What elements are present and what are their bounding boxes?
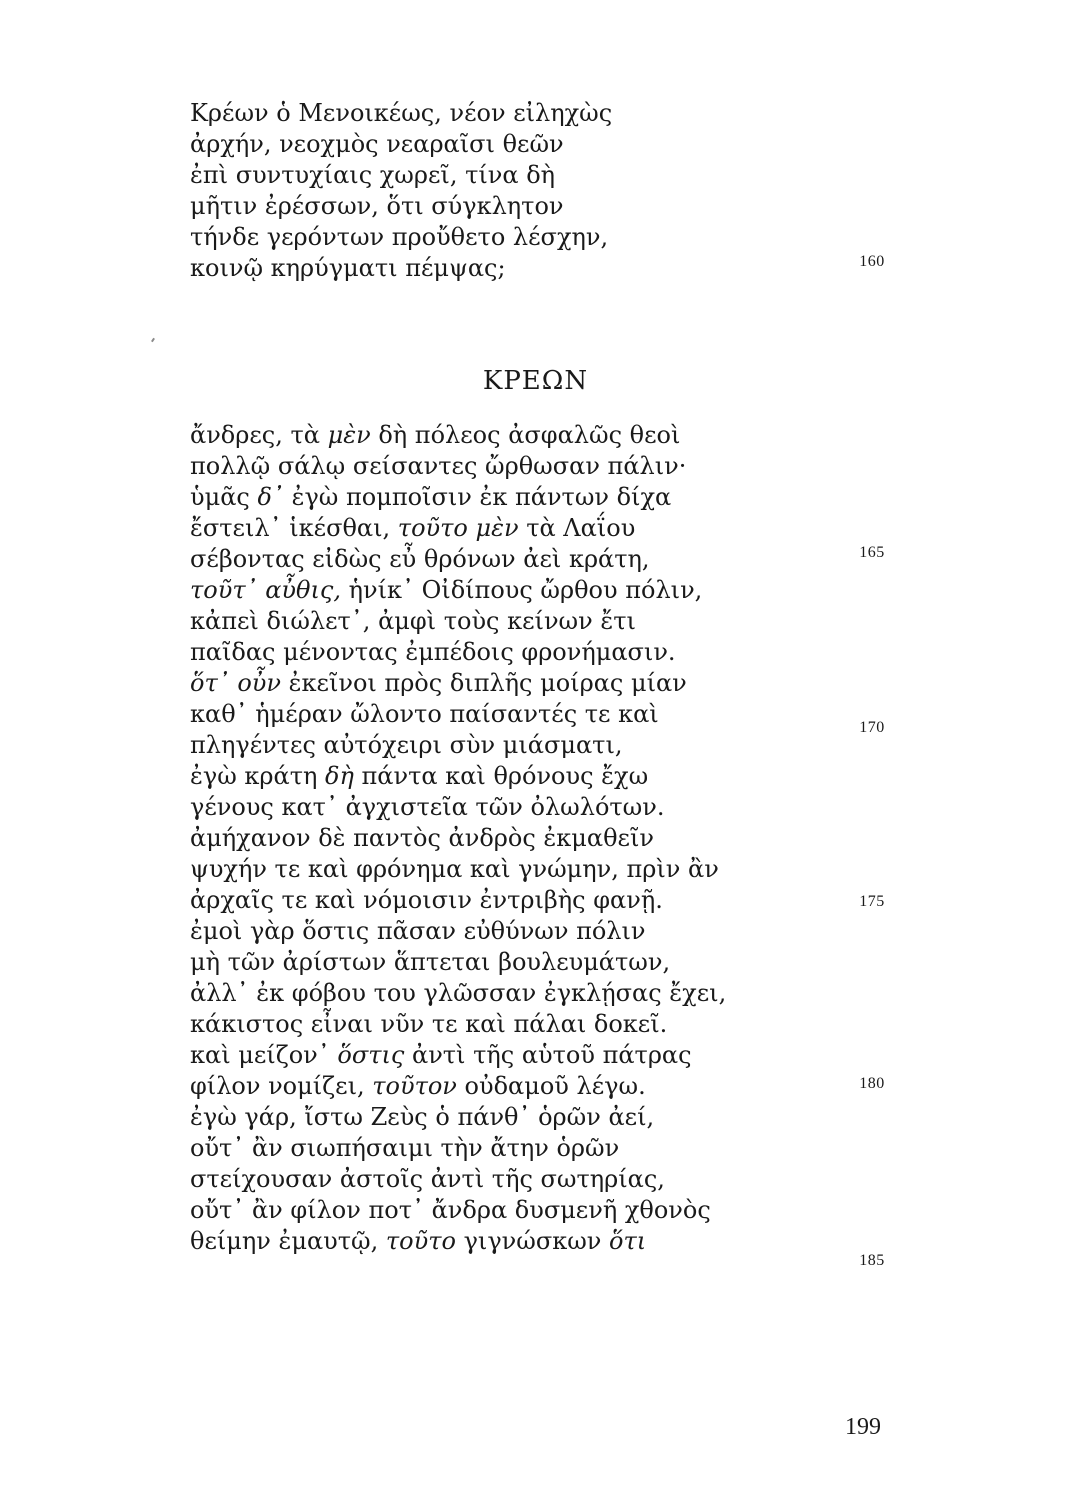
verse-line: παῖδας μένοντας ἐμπέδοις φρονήμασιν. [190, 638, 676, 666]
verse-line: ἐγὼ κράτη δὴ πάντα καὶ θρόνους ἔχω [190, 762, 649, 790]
verse-line: ἐπὶ συντυχίαις χωρεῖ, τίνα δὴ [190, 161, 556, 189]
stray-mark [151, 338, 155, 342]
verse-line: γένους κατ᾽ ἀγχιστεῖα τῶν ὀλωλότων. [190, 793, 665, 821]
verse-line: πολλῷ σάλῳ σείσαντες ὤρθωσαν πάλιν· [190, 452, 687, 480]
verse-line: ἄνδρες, τὰ μὲν δὴ πόλεος ἀσφαλῶς θεοὶ [190, 421, 681, 449]
verse-line: ἔστειλ᾽ ἱκέσθαι, τοῦτο μὲν τὰ Λαΐου [190, 514, 636, 542]
verse-line: θείμην ἐμαυτῷ, τοῦτο γιγνώσκων ὅτι [190, 1227, 647, 1255]
verse-line: φίλον νομίζει, τοῦτον οὐδαμοῦ λέγω. [190, 1072, 646, 1100]
verse-line: ἐγὼ γάρ, ἴστω Ζεὺς ὁ πάνθ᾽ ὁρῶν ἀεί, [190, 1103, 655, 1131]
verse-line: μὴ τῶν ἀρίστων ἅπτεται βουλευμάτων, [190, 948, 671, 976]
line-number: 170 [859, 719, 885, 736]
verse-line: τήνδε γερόντων προὔθετο λέσχην, [190, 223, 609, 251]
line-number: 175 [859, 893, 885, 910]
speaker-name: ΚΡΕΩΝ [482, 366, 589, 396]
verse-line: Κρέων ὁ Μενοικέως, νέον εἰληχὼς [190, 99, 613, 127]
verse-line: στείχουσαν ἀστοῖς ἀντὶ τῆς σωτηρίας, [190, 1165, 665, 1193]
verse-line: ὑμᾶς δ᾽ ἐγὼ πομποῖσιν ἐκ πάντων δίχα [190, 483, 672, 511]
verse-line: κάκιστος εἶναι νῦν τε καὶ πάλαι δοκεῖ. [190, 1010, 668, 1038]
verse-line: καὶ μείζον᾽ ὅστις ἀντὶ τῆς αὑτοῦ πάτρας [190, 1041, 692, 1069]
verse-line: οὔτ᾽ ἂν φίλον ποτ᾽ ἄνδρα δυσμενῆ χθονὸς [190, 1196, 711, 1224]
line-number: 160 [859, 253, 885, 270]
verse-line: ἀρχήν, νεοχμὸς νεαραῖσι θεῶν [190, 130, 564, 158]
page-number: 199 [845, 1414, 881, 1440]
line-number: 180 [859, 1075, 885, 1092]
verse-line: πληγέντες αὐτόχειρι σὺν μιάσματι, [190, 731, 623, 759]
verse-line: ἀρχαῖς τε καὶ νόμοισιν ἐντριβὴς φανῇ. [190, 886, 663, 914]
verse-line: οὔτ᾽ ἂν σιωπήσαιμι τὴν ἄτην ὁρῶν [190, 1134, 620, 1162]
verse-line: σέβοντας εἰδὼς εὖ θρόνων ἀεὶ κράτη, [190, 545, 650, 573]
line-number: 165 [859, 544, 885, 561]
verse-line: καθ᾽ ἡμέραν ὤλοντο παίσαντές τε καὶ [190, 700, 659, 728]
chorus-stanza [190, 98, 790, 284]
creon-speech [190, 420, 790, 1257]
verse-line: ἐμοὶ γὰρ ὅστις πᾶσαν εὐθύνων πόλιν [190, 917, 646, 945]
verse-line: ἀμήχανον δὲ παντὸς ἀνδρὸς ἐκμαθεῖν [190, 824, 654, 852]
verse-line: ὅτ᾽ οὖν ἐκεῖνοι πρὸς διπλῆς μοίρας μίαν [190, 669, 687, 697]
verse-line: κοινῷ κηρύγματι πέμψας; [190, 254, 506, 282]
verse-line: μῆτιν ἐρέσσων, ὅτι σύγκλητον [190, 192, 564, 220]
verse-line: ἀλλ᾽ ἐκ φόβου του γλῶσσαν ἐγκλῄσας ἔχει, [190, 979, 727, 1007]
line-number: 185 [859, 1252, 885, 1269]
verse-line: κἀπεὶ διώλετ᾽, ἀμφὶ τοὺς κείνων ἔτι [190, 607, 636, 635]
verse-line: τοῦτ᾽ αὖθις, ἡνίκ᾽ Οἰδίπους ὤρθου πόλιν, [190, 576, 703, 604]
verse-line: ψυχήν τε καὶ φρόνημα καὶ γνώμην, πρὶν ἂν [190, 855, 719, 883]
